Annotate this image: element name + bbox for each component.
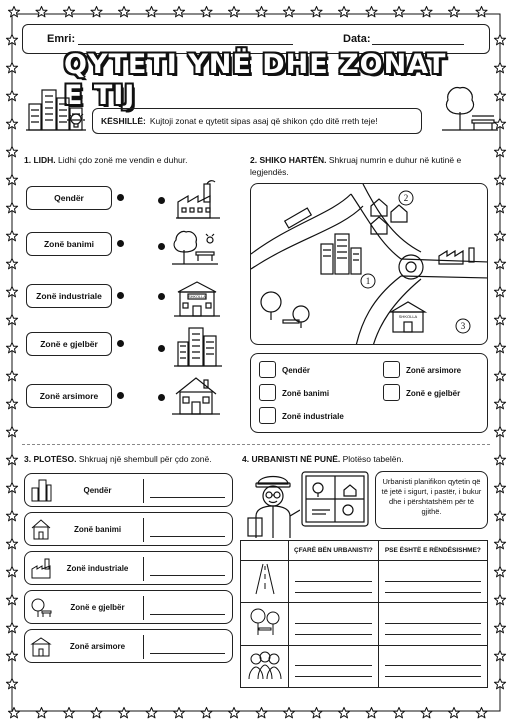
park-icon xyxy=(170,224,220,266)
lightbulb-icon xyxy=(67,112,85,130)
row-label: Qendër xyxy=(83,485,112,495)
zone-pill-residential[interactable]: Zonë banimi xyxy=(26,232,112,256)
road-icon-cell xyxy=(241,561,289,603)
answer-line[interactable] xyxy=(150,614,225,615)
match-dot-right[interactable] xyxy=(158,394,165,401)
tree-icon xyxy=(30,595,52,619)
section-divider xyxy=(22,444,490,445)
zone-pill-education[interactable]: Zonë arsimore xyxy=(26,384,112,408)
zone-pill-industrial[interactable]: Zonë industriale xyxy=(26,284,112,308)
city-map xyxy=(250,183,488,345)
legend-label-industrial: Zonë industriale xyxy=(282,412,344,421)
border-star xyxy=(476,707,487,718)
row-label: Zonë arsimore xyxy=(69,641,126,651)
border-star xyxy=(8,6,19,17)
border-star xyxy=(283,6,294,17)
legend-label-residential: Zonë banimi xyxy=(282,389,330,398)
border-star xyxy=(91,6,102,17)
section3-instruction: Shkruaj një shembull për çdo zonë. xyxy=(78,454,212,464)
match-dot-right[interactable] xyxy=(158,243,165,250)
factory-icon xyxy=(30,556,52,580)
match-dot-left[interactable] xyxy=(117,292,124,299)
answer-line[interactable] xyxy=(150,497,225,498)
answer-cell[interactable] xyxy=(289,561,379,603)
section1-number: 1. LIDH. xyxy=(24,155,56,165)
border-star xyxy=(311,6,322,17)
match-dot-left[interactable] xyxy=(117,340,124,347)
border-star xyxy=(63,707,74,718)
border-star xyxy=(256,6,267,17)
zone-pill-green[interactable]: Zonë e gjelbër xyxy=(26,332,112,356)
example-row-green xyxy=(24,590,233,624)
legend-checkbox-industrial[interactable] xyxy=(259,407,276,424)
border-star xyxy=(118,6,129,17)
park-icon xyxy=(248,604,282,638)
legend-label-green: Zonë e gjelbër xyxy=(406,389,461,398)
answer-cell[interactable] xyxy=(378,561,487,603)
example-row-education xyxy=(24,629,233,663)
map-drawing xyxy=(251,184,488,345)
match-dot-left[interactable] xyxy=(117,194,124,201)
park-icon-cell xyxy=(241,603,289,645)
border-star xyxy=(8,707,19,718)
border-star xyxy=(338,6,349,17)
example-row-center xyxy=(24,473,233,507)
section4-title xyxy=(242,453,492,465)
border-star xyxy=(448,707,459,718)
legend-label-education: Zonë arsimore xyxy=(406,366,462,375)
city-buildings-icon xyxy=(174,324,222,368)
border-star xyxy=(118,707,129,718)
city-buildings-icon xyxy=(30,478,52,502)
answer-cell[interactable] xyxy=(378,645,487,687)
answer-line[interactable] xyxy=(150,536,225,537)
map-number-3: 3 xyxy=(460,321,466,331)
row-label: Zonë e gjelbër xyxy=(70,602,125,612)
legend-label-center: Qendër xyxy=(282,366,311,375)
map-number-2: 2 xyxy=(403,193,409,203)
answer-cell[interactable] xyxy=(289,645,379,687)
answer-line[interactable] xyxy=(150,575,225,576)
border-star xyxy=(146,6,157,17)
speech-bubble: Urbanisti planifikon qytetin që të jetë i sigurt, i pastër, i bukur dhe i përshtatshëm për të gjithë. xyxy=(375,471,488,529)
border-star xyxy=(201,6,212,17)
road-icon xyxy=(250,562,280,596)
row-label: Zonë banimi xyxy=(73,524,122,534)
section2-title xyxy=(250,154,495,178)
map-school-sign: SHKOLLA xyxy=(398,314,418,319)
tip-text: Kujtoji zonat e qytetit sipas asaj që shikon çdo ditë rreth teje! xyxy=(149,116,378,126)
section4-instruction: Plotëso tabelën. xyxy=(342,454,404,464)
tree-bench-icon xyxy=(440,82,500,134)
section3-title xyxy=(24,453,234,465)
tip-box xyxy=(92,108,422,134)
border-star xyxy=(228,6,239,17)
table-header-why: PSE ËSHTË E RËNDËSISHME? xyxy=(378,541,487,561)
factory-icon xyxy=(176,178,220,220)
zone-pill-center[interactable]: Qendër xyxy=(26,186,112,210)
table-header-what: ÇFARË BËN URBANISTI? xyxy=(289,541,379,561)
answer-cell[interactable] xyxy=(289,603,379,645)
example-row-industrial xyxy=(24,551,233,585)
house-icon xyxy=(172,374,220,416)
border-star xyxy=(63,6,74,17)
blueprint-icon xyxy=(300,470,370,528)
table-corner xyxy=(241,541,289,561)
border-star xyxy=(421,6,432,17)
border-star xyxy=(201,707,212,718)
border-star xyxy=(36,707,47,718)
section3-number: 3. PLOTËSO. xyxy=(24,454,77,464)
school-icon xyxy=(174,276,220,318)
answer-line[interactable] xyxy=(150,653,225,654)
match-dot-right[interactable] xyxy=(158,197,165,204)
school-icon xyxy=(30,634,52,658)
people-icon-cell xyxy=(241,645,289,687)
border-star xyxy=(173,707,184,718)
border-star xyxy=(173,6,184,17)
border-star xyxy=(283,707,294,718)
date-label: Data: xyxy=(343,33,371,45)
people-icon xyxy=(247,647,283,681)
section1-instruction: Lidhi çdo zonë me vendin e duhur. xyxy=(58,155,188,165)
legend-checkbox-education[interactable] xyxy=(383,361,400,378)
example-row-residential xyxy=(24,512,233,546)
match-dot-right[interactable] xyxy=(158,293,165,300)
legend-checkbox-residential[interactable] xyxy=(259,384,276,401)
border-star xyxy=(366,6,377,17)
border-star xyxy=(256,707,267,718)
school-sign-text: SHKOLLA xyxy=(188,295,206,299)
match-dot-left[interactable] xyxy=(117,240,124,247)
legend-checkbox-green[interactable] xyxy=(383,384,400,401)
urban-planner-icon xyxy=(246,466,300,538)
border-star xyxy=(91,707,102,718)
legend-checkbox-center[interactable] xyxy=(259,361,276,378)
row-label: Zonë industriale xyxy=(66,563,129,573)
border-star xyxy=(393,6,404,17)
border-star xyxy=(228,707,239,718)
section4-number: 4. URBANISTI NË PUNË. xyxy=(242,454,341,464)
border-star xyxy=(393,707,404,718)
page-title: QYTETI YNË DHE ZONAT E TIJ xyxy=(64,49,447,111)
border-star xyxy=(146,707,157,718)
border-star xyxy=(311,707,322,718)
planner-table xyxy=(240,540,488,688)
tip-label: KËSHILLË: xyxy=(101,116,146,126)
answer-cell[interactable] xyxy=(378,603,487,645)
section2-number: 2. SHIKO HARTËN. xyxy=(250,155,327,165)
border-star xyxy=(366,707,377,718)
match-dot-left[interactable] xyxy=(117,392,124,399)
border-star xyxy=(36,6,47,17)
border-star xyxy=(448,6,459,17)
border-star xyxy=(421,707,432,718)
house-icon xyxy=(30,517,52,541)
border-star xyxy=(476,6,487,17)
name-label: Emri: xyxy=(47,33,76,45)
match-dot-right[interactable] xyxy=(158,345,165,352)
title-banner xyxy=(64,49,448,111)
border-star xyxy=(338,707,349,718)
section2-instruction: Shkruaj numrin e duhur në kutinë e legjendës. xyxy=(250,155,462,177)
map-number-1: 1 xyxy=(365,276,371,286)
section1-title xyxy=(24,154,234,166)
